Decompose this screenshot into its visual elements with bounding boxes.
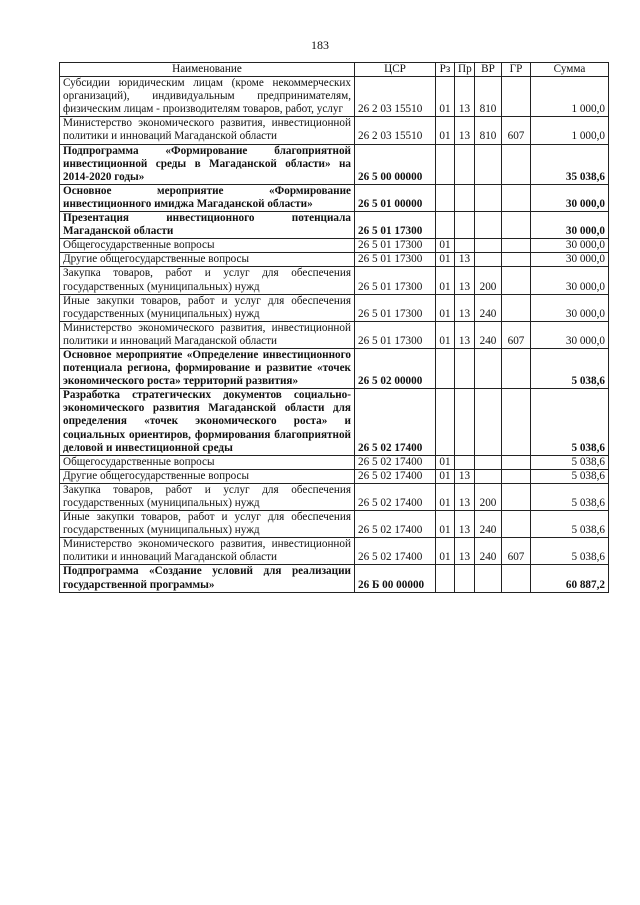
table-header-row [60, 63, 609, 77]
cell-csr: 26 2 03 15510 [355, 77, 436, 117]
cell-name: Субсидии юридическим лицам (кроме некоммерческих организаций), индивидуальным предпринимателям, физическим лицам - производителям товаров, работ, услуг [60, 77, 355, 117]
cell-sum: 30 000,0 [531, 321, 609, 348]
cell-pr: 13 [455, 469, 475, 483]
table-row [60, 538, 609, 565]
table-row [60, 253, 609, 267]
cell-name: Закупка товаров, работ и услуг для обеспечения государственных (муниципальных) нужд [60, 267, 355, 294]
cell-name: Основное мероприятие «Определение инвестиционного потенциала региона, формирование и развитие «точек экономического роста» территорий развития» [60, 348, 355, 388]
cell-gr [502, 212, 531, 239]
cell-sum: 30 000,0 [531, 239, 609, 253]
cell-sum: 30 000,0 [531, 294, 609, 321]
cell-name: Министерство экономического развития, инвестиционной политики и инноваций Магаданской области [60, 538, 355, 565]
cell-gr: 607 [502, 538, 531, 565]
cell-csr: 26 5 02 17400 [355, 389, 436, 455]
cell-csr: 26 5 01 17300 [355, 267, 436, 294]
table-body [60, 77, 609, 593]
cell-vr [475, 565, 502, 592]
cell-rz: 01 [436, 77, 455, 117]
table-row [60, 77, 609, 117]
cell-gr [502, 455, 531, 469]
cell-sum: 60 887,2 [531, 565, 609, 592]
cell-vr [475, 455, 502, 469]
cell-pr: 13 [455, 267, 475, 294]
cell-pr [455, 389, 475, 455]
cell-gr [502, 469, 531, 483]
cell-sum: 5 038,6 [531, 469, 609, 483]
header-name: Наименование [60, 63, 355, 77]
cell-gr [502, 483, 531, 510]
cell-name: Основное мероприятие «Формирование инвестиционного имиджа Магаданской области» [60, 184, 355, 211]
cell-pr: 13 [455, 511, 475, 538]
cell-csr: 26 5 01 00000 [355, 184, 436, 211]
table-row [60, 389, 609, 455]
cell-name: Разработка стратегических документов социально-экономического развития Магаданской области для определения «точек экономического роста» и социальных ориентиров, формирования благоприятной деловой и инвестиционной среды [60, 389, 355, 455]
cell-pr [455, 184, 475, 211]
cell-name: Министерство экономического развития, инвестиционной политики и инноваций Магаданской области [60, 321, 355, 348]
cell-gr [502, 239, 531, 253]
cell-rz [436, 348, 455, 388]
cell-pr: 13 [455, 483, 475, 510]
cell-pr [455, 239, 475, 253]
cell-rz [436, 389, 455, 455]
cell-csr: 26 5 00 00000 [355, 144, 436, 184]
table-row [60, 321, 609, 348]
cell-name: Подпрограмма «Формирование благоприятной инвестиционной среды в Магаданской области» на 2014-2020 годы» [60, 144, 355, 184]
cell-rz: 01 [436, 511, 455, 538]
cell-name: Другие общегосударственные вопросы [60, 253, 355, 267]
budget-table [59, 62, 609, 593]
cell-vr [475, 469, 502, 483]
header-pr: Пр [455, 63, 475, 77]
cell-name: Общегосударственные вопросы [60, 455, 355, 469]
table-row [60, 455, 609, 469]
cell-csr: 26 5 02 17400 [355, 538, 436, 565]
cell-pr [455, 455, 475, 469]
cell-csr: 26 5 01 17300 [355, 253, 436, 267]
cell-rz: 01 [436, 117, 455, 144]
cell-rz: 01 [436, 294, 455, 321]
cell-name: Общегосударственные вопросы [60, 239, 355, 253]
cell-csr: 26 5 01 17300 [355, 294, 436, 321]
table-row [60, 469, 609, 483]
cell-vr: 810 [475, 117, 502, 144]
header-rz: Рз [436, 63, 455, 77]
table-row [60, 348, 609, 388]
cell-pr [455, 212, 475, 239]
cell-csr: 26 5 01 17300 [355, 321, 436, 348]
cell-vr [475, 144, 502, 184]
cell-vr: 240 [475, 294, 502, 321]
cell-vr: 240 [475, 538, 502, 565]
cell-vr: 240 [475, 321, 502, 348]
cell-csr: 26 2 03 15510 [355, 117, 436, 144]
cell-sum: 35 038,6 [531, 144, 609, 184]
table-row [60, 267, 609, 294]
cell-sum: 30 000,0 [531, 184, 609, 211]
cell-name: Иные закупки товаров, работ и услуг для обеспечения государственных (муниципальных) нужд [60, 294, 355, 321]
cell-vr: 200 [475, 483, 502, 510]
cell-name: Министерство экономического развития, инвестиционной политики и инноваций Магаданской области [60, 117, 355, 144]
cell-rz [436, 144, 455, 184]
table-row [60, 184, 609, 211]
cell-vr: 200 [475, 267, 502, 294]
cell-name: Закупка товаров, работ и услуг для обеспечения государственных (муниципальных) нужд [60, 483, 355, 510]
cell-sum: 5 038,6 [531, 511, 609, 538]
cell-sum: 1 000,0 [531, 117, 609, 144]
page-number: 183 [311, 38, 329, 52]
cell-csr: 26 5 02 17400 [355, 511, 436, 538]
cell-pr: 13 [455, 321, 475, 348]
cell-csr: 26 5 02 17400 [355, 469, 436, 483]
cell-pr: 13 [455, 77, 475, 117]
table-row [60, 565, 609, 592]
header-csr: ЦСР [355, 63, 436, 77]
cell-rz [436, 565, 455, 592]
cell-gr [502, 144, 531, 184]
cell-vr: 240 [475, 511, 502, 538]
table-row [60, 144, 609, 184]
cell-vr [475, 239, 502, 253]
cell-sum: 5 038,6 [531, 538, 609, 565]
cell-name: Презентация инвестиционного потенциала Магаданской области [60, 212, 355, 239]
cell-gr [502, 511, 531, 538]
cell-rz [436, 212, 455, 239]
table-row [60, 294, 609, 321]
header-gr: ГР [502, 63, 531, 77]
table-row [60, 239, 609, 253]
cell-pr: 13 [455, 117, 475, 144]
cell-gr [502, 565, 531, 592]
cell-csr: 26 Б 00 00000 [355, 565, 436, 592]
header-vr: ВР [475, 63, 502, 77]
cell-sum: 5 038,6 [531, 455, 609, 469]
cell-pr [455, 565, 475, 592]
cell-rz: 01 [436, 455, 455, 469]
cell-sum: 30 000,0 [531, 212, 609, 239]
cell-gr [502, 184, 531, 211]
cell-name: Подпрограмма «Создание условий для реализации государственной программы» [60, 565, 355, 592]
header-sum: Сумма [531, 63, 609, 77]
cell-csr: 26 5 02 17400 [355, 455, 436, 469]
cell-pr: 13 [455, 538, 475, 565]
cell-rz: 01 [436, 483, 455, 510]
cell-csr: 26 5 01 17300 [355, 239, 436, 253]
cell-sum: 5 038,6 [531, 389, 609, 455]
cell-vr [475, 212, 502, 239]
cell-name: Иные закупки товаров, работ и услуг для обеспечения государственных (муниципальных) нужд [60, 511, 355, 538]
cell-gr [502, 348, 531, 388]
cell-gr: 607 [502, 117, 531, 144]
table-row [60, 117, 609, 144]
cell-sum: 1 000,0 [531, 77, 609, 117]
cell-sum: 30 000,0 [531, 267, 609, 294]
cell-csr: 26 5 02 17400 [355, 483, 436, 510]
cell-rz: 01 [436, 469, 455, 483]
cell-gr: 607 [502, 321, 531, 348]
cell-name: Другие общегосударственные вопросы [60, 469, 355, 483]
cell-gr [502, 389, 531, 455]
cell-gr [502, 294, 531, 321]
cell-sum: 30 000,0 [531, 253, 609, 267]
cell-gr [502, 267, 531, 294]
cell-gr [502, 77, 531, 117]
cell-vr [475, 348, 502, 388]
cell-csr: 26 5 01 17300 [355, 212, 436, 239]
cell-rz: 01 [436, 538, 455, 565]
table-row [60, 212, 609, 239]
cell-vr [475, 253, 502, 267]
table-row [60, 511, 609, 538]
cell-gr [502, 253, 531, 267]
table-row [60, 483, 609, 510]
cell-rz [436, 184, 455, 211]
cell-vr [475, 184, 502, 211]
cell-pr: 13 [455, 294, 475, 321]
cell-pr: 13 [455, 253, 475, 267]
cell-pr [455, 348, 475, 388]
cell-csr: 26 5 02 00000 [355, 348, 436, 388]
cell-sum: 5 038,6 [531, 348, 609, 388]
cell-rz: 01 [436, 267, 455, 294]
cell-vr: 810 [475, 77, 502, 117]
cell-rz: 01 [436, 253, 455, 267]
cell-rz: 01 [436, 321, 455, 348]
cell-sum: 5 038,6 [531, 483, 609, 510]
cell-rz: 01 [436, 239, 455, 253]
cell-pr [455, 144, 475, 184]
cell-vr [475, 389, 502, 455]
